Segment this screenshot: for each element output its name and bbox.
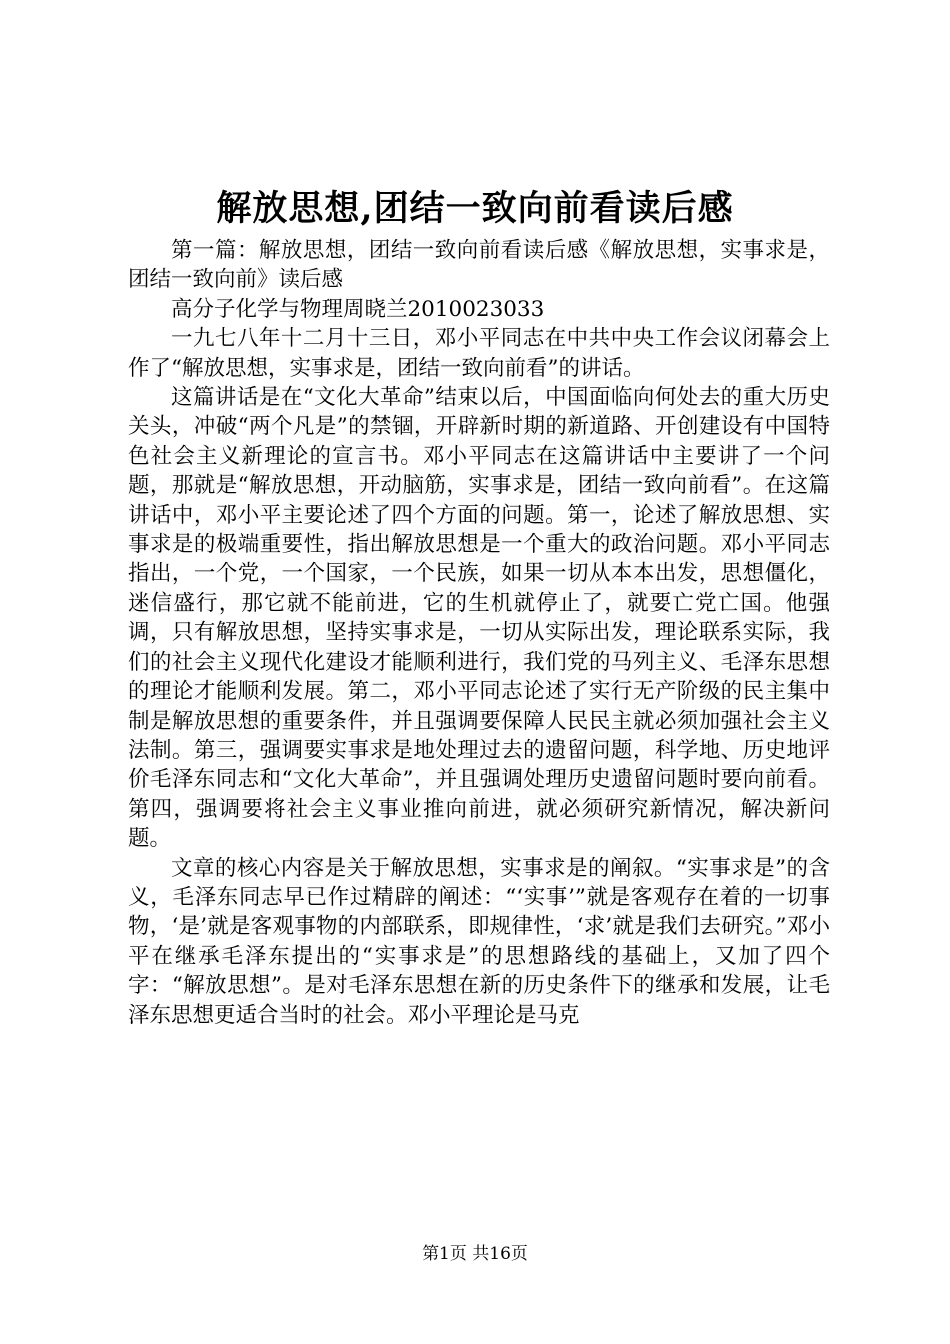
document-body xyxy=(128,236,830,1030)
paragraph-4: 这篇讲话是在“文化大革命”结束以后，中国面临向何处去的重大历史关头，冲破“两个凡是”的禁锢，开辟新时期的新道路、开创建设有中国特色社会主义新理论的宣言书。邓小平同志在这篇讲话中主要讲了一个问题，那就是“解放思想，开动脑筋，实事求是，团结一致向前看”。在这篇讲话中，邓小平主要论述了四个方面的问题。第一，论述了解放思想、实事求是的极端重要性，指出解放思想是一个重大的政治问题。邓小平同志指出，一个党，一个国家，一个民族，如果一切从本本出发，思想僵化，迷信盛行，那它就不能前进，它的生机就停止了，就要亡党亡国。他强调，只有解放思想，坚持实事求是，一切从实际出发，理论联系实际，我们的社会主义现代化建设才能顺利进行，我们党的马列主义、毛泽东思想的理论才能顺利发展。第二，邓小平同志论述了实行无产阶级的民主集中制是解放思想的重要条件，并且强调要保障人民民主就必须加强社会主义法制。第三，强调要实事求是地处理过去的遗留问题，科学地、历史地评价毛泽东同志和“文化大革命”，并且强调处理历史遗留问题时要向前看。第四，强调要将社会主义事业推向前进，就必须研究新情况，解决新问题。 xyxy=(128,385,830,852)
paragraph-5: 文章的核心内容是关于解放思想，实事求是的阐叙。“实事求是”的含义，毛泽东同志早已作过精辟的阐述：“‘实事’”就是客观存在着的一切事物，‘是’就是客观事物的内部联系，即规律性，‘求’就是我们去研究。”邓小平在继承毛泽东提出的“实事求是”的思想路线的基础上，又加了四个字：“解放思想”。是对毛泽东思想在新的历史条件下的继承和发展，让毛泽东思想更适合当时的社会。邓小平理论是马克 xyxy=(128,855,830,1028)
paragraph-3: 一九七八年十二月十三日，邓小平同志在中共中央工作会议闭幕会上作了“解放思想，实事求是，团结一致向前看”的讲话。 xyxy=(128,326,830,381)
document-title: 解放思想,团结一致向前看读后感 xyxy=(216,188,734,229)
page-footer: 第1页 共16页 xyxy=(422,1244,528,1264)
paragraph-1: 第一篇：解放思想，团结一致向前看读后感《解放思想，实事求是，团结一致向前》读后感 xyxy=(128,238,830,293)
paragraph-2: 高分子化学与物理周晓兰2010023033 xyxy=(171,296,545,322)
